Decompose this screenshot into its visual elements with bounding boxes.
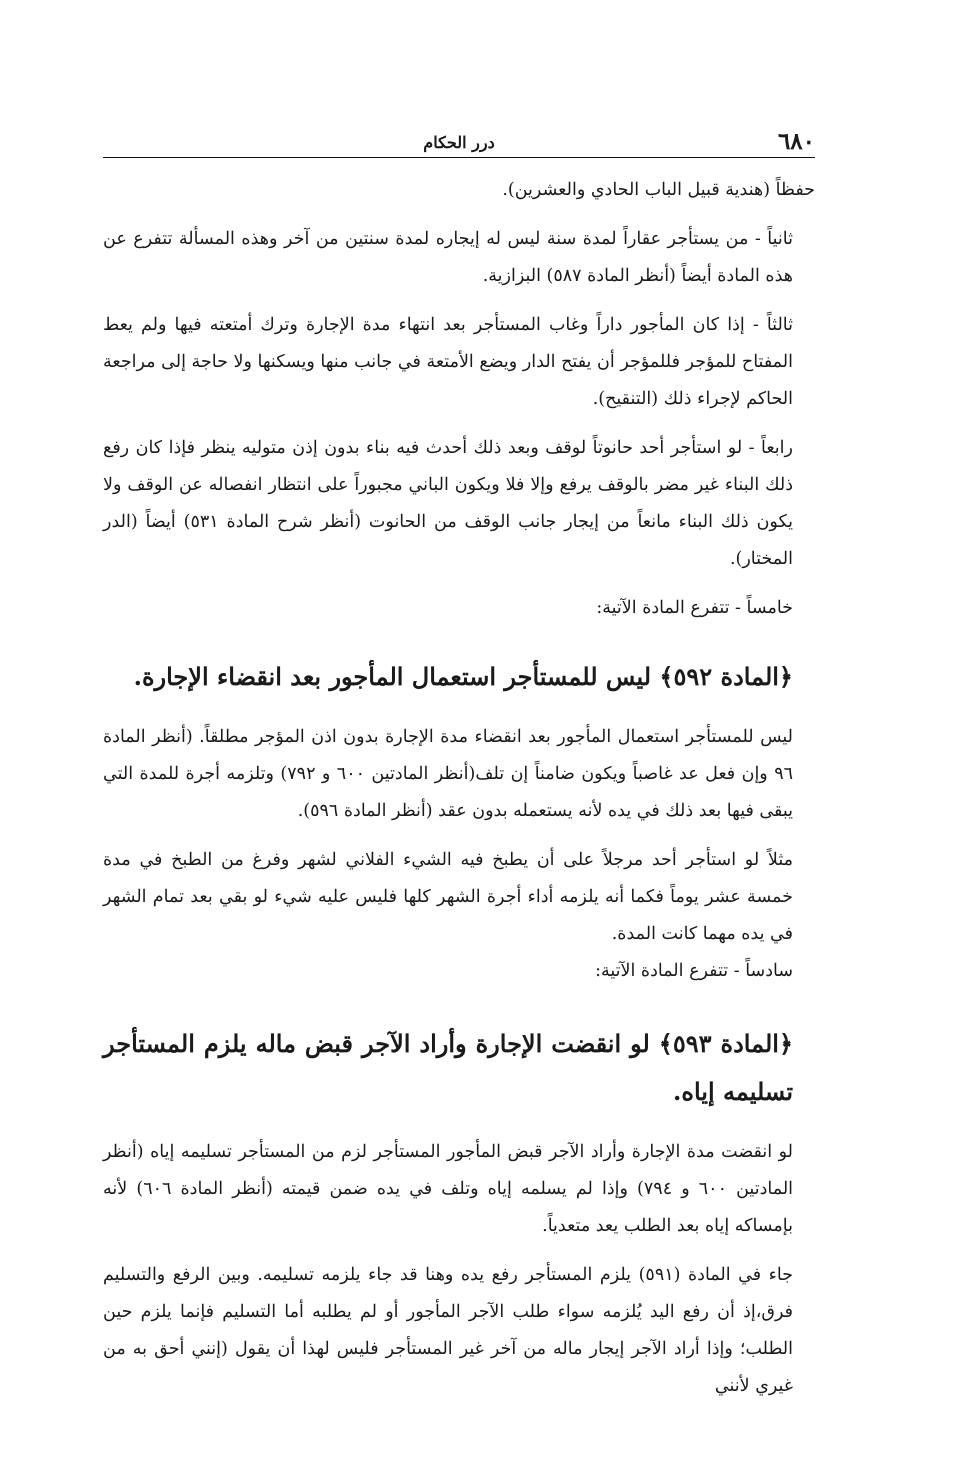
- article-593-heading: ﴿المادة ٥٩٣﴾ لو انقضت الإجارة وأراد الآجر قبض ماله يلزم المستأجر تسليمه إياه.: [103, 1029, 794, 1106]
- paragraph: ثانياً - من يستأجر عقاراً لمدة سنة ليس له إيجاره لمدة سنتين من آخر وهذه المسألة تتفرع عن هذه المادة أيضاً (أنظر المادة ٥٨٧) البزازية.: [103, 229, 793, 286]
- paragraph: لو انقضت مدة الإجارة وأراد الآجر قبض المأجور المستأجر لزم من المستأجر تسليمه إياه (أنظر المادتين ٦٠٠ و ٧٩٤) وإذا لم يسلمه إياه وتلف في يده ضمن قيمته (أنظر المادة ٦٠٦) لأنه بإمساكه إياه بعد الطلب يعد متعدياً.: [103, 1142, 794, 1236]
- page-number: ٦٨٠: [777, 128, 815, 155]
- running-title: درر الحكام: [423, 133, 495, 152]
- paragraph: مثلاً لو استأجر أحد مرجلاً على أن يطبخ فيه الشيء الفلاني لشهر وفرغ من الطبخ في مدة خمسة عشر يوماً فكما أنه يلزمه أداء أجرة الشهر كلها فليس عليه شيء لو بقي بعد تمام الشهر في يده مهما كانت المدة.: [103, 850, 793, 944]
- book-page: [103, 0, 815, 1478]
- paragraph: حفظاً (هندية قبيل الباب الحادي والعشرين).: [502, 180, 815, 200]
- paragraph: ثالثاً - إذا كان المأجور داراً وغاب المستأجر بعد انتهاء مدة الإجارة وترك أمتعته فيها ولم يعط المفتاح للمؤجر فللمؤجر أن يفتح الدار ويضع الأمتعة في جانب منها ويسكنها ولا حاجة إلى مراجعة الحاكم لإجراء ذلك (التنقيح).: [103, 315, 793, 409]
- page-body: [103, 172, 815, 1417]
- paragraph: رابعاً - لو استأجر أحد حانوتاً لوقف وبعد ذلك أحدث فيه بناء بدون إذن متوليه ينظر فإذا كان رفع ذلك البناء غير مضر بالوقف يرفع وإلا فلا ويكون الباني مجبوراً على انتظار انفصاله عن الوقف ولا يكون ذلك البناء مانعاً من إيجار جانب الوقف من الحانوت (أنظر شرح المادة ٥٣١) أيضاً (الدر المختار).: [103, 438, 794, 569]
- page-header: [103, 128, 815, 156]
- paragraph: سادساً - تتفرع المادة الآتية:: [595, 961, 793, 981]
- paragraph: ليس للمستأجر استعمال المأجور بعد انقضاء مدة الإجارة بدون اذن المؤجر مطلقاً. (أنظر المادة ٩٦ وإن فعل عد غاصباً ويكون ضامناً إن تلف(أنظر المادتين ٦٠٠ و ٧٩٢) وتلزمه أجرة للمدة التي يبقى فيها بعد ذلك في يده لأنه يستعمله بدون عقد (أنظر المادة ٥٩٦).: [103, 727, 793, 821]
- header-divider: [103, 157, 815, 158]
- article-592-heading: ﴿المادة ٥٩٢﴾ ليس للمستأجر استعمال المأجور بعد انقضاء الإجارة.: [133, 662, 793, 691]
- paragraph: خامساً - تتفرع المادة الآتية:: [596, 598, 793, 618]
- paragraph: جاء في المادة (٥٩١) يلزم المستأجر رفع يده وهنا قد جاء يلزمه تسليمه. وبين الرفع والتسليم فرق،إذ أن رفع اليد يُلزمه سواء طلب الآجر المأجور أو لم يطلبه أما التسليم فإنما يلزم حين الطلب؛ وإذا أراد الآجر إيجار ماله من آخر غير المستأجر فليس لهذا أن يقول (إنني أحق به من غيري لأنني: [103, 1265, 793, 1396]
